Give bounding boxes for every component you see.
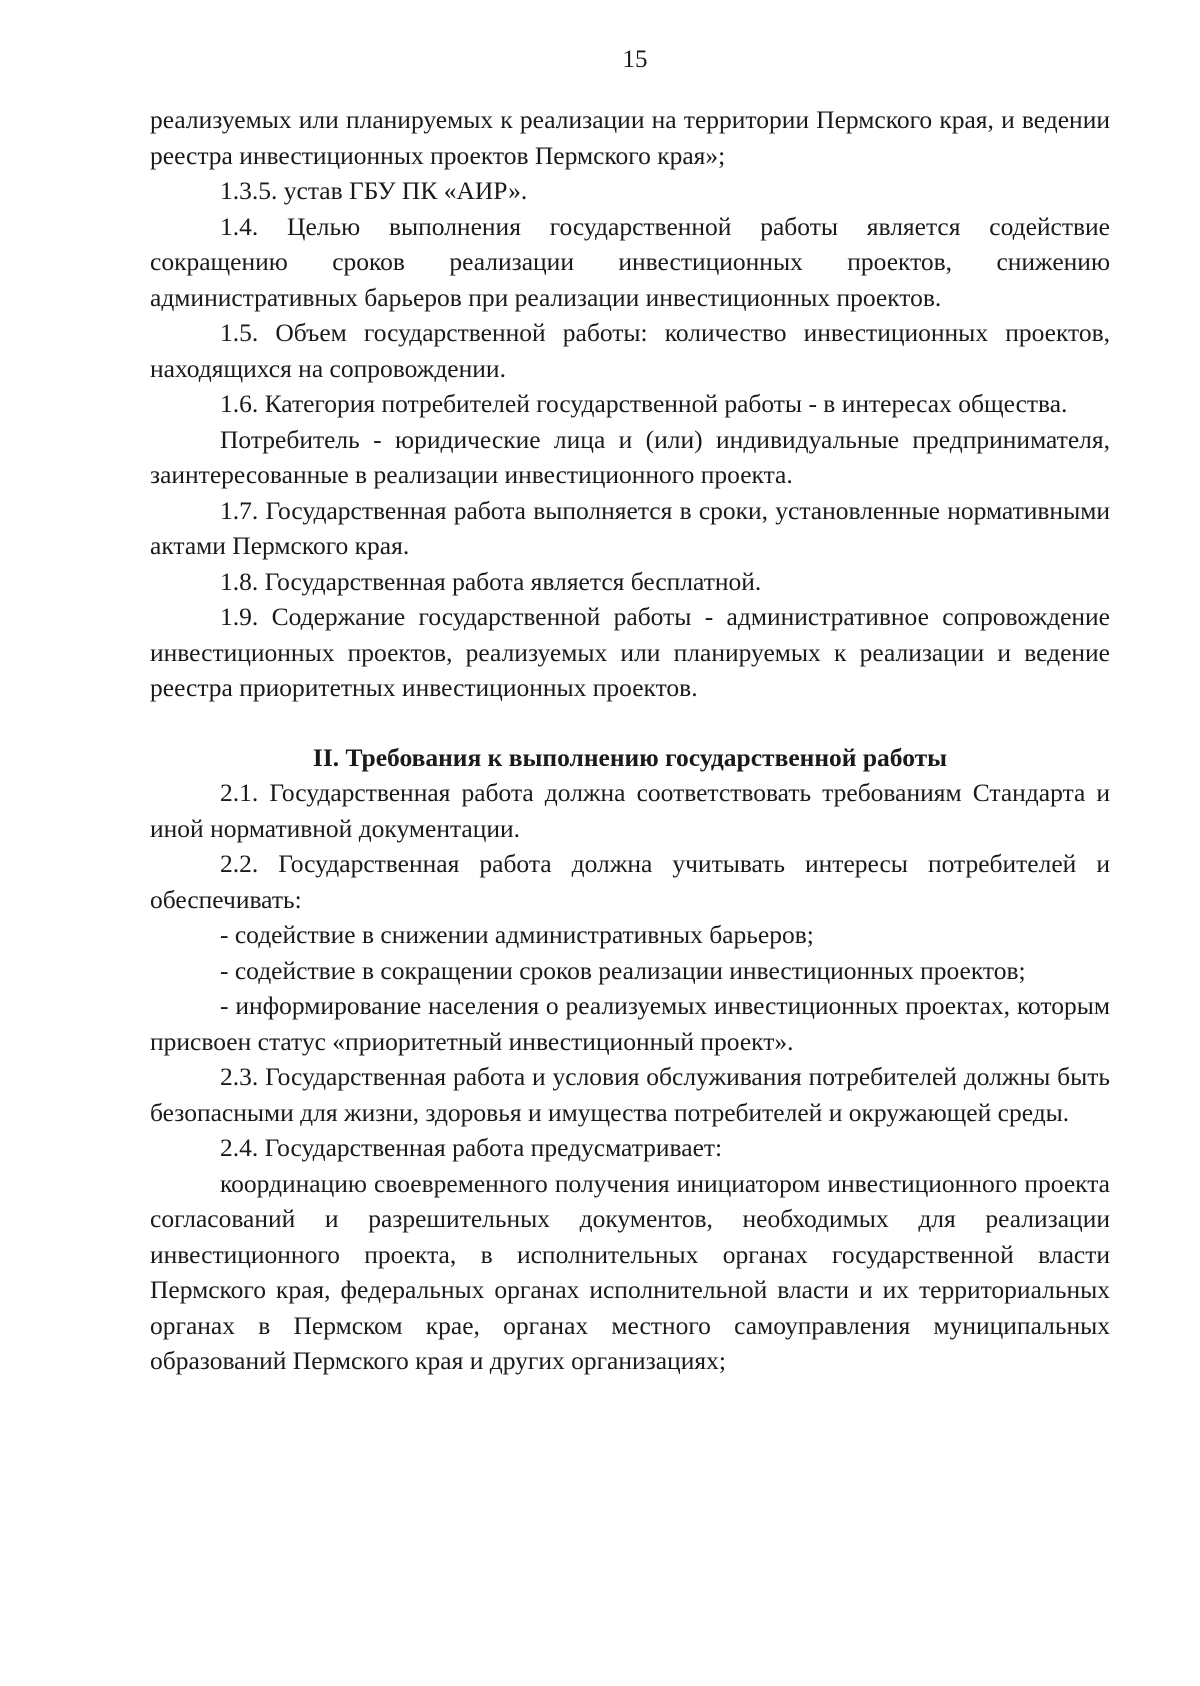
paragraph-1-9: 1.9. Содержание государственной работы - административное сопровождение инвестиционных проектов, реализуемых или планируемых к реализации и ведение реестра приоритетных инвестиционных проектов.	[150, 602, 1110, 702]
paragraph-1-6: 1.6. Категория потребителей государственной работы - в интересах общества.	[220, 389, 1068, 418]
paragraph-coordination: координацию своевременного получения инициатором инвестиционного проекта согласований и разрешительных документов, необходимых для реализации инвестиционного проекта, в исполнительных органах государственной власти Пермского края, федеральных органах исполнительной власти и их территориальных органах в Пермском крае, органах местного самоуправления муниципальных образований Пермского края и других организациях;	[150, 1168, 1110, 1375]
paragraph-consumer: Потребитель - юридические лица и (или) индивидуальные предпринимателя, заинтересованные в реализации инвестиционного проекта.	[150, 424, 1110, 489]
list-item: - содействие в сокращении сроков реализации инвестиционных проектов;	[220, 955, 1026, 985]
document-page	[150, 0, 1120, 1686]
list-item: - содействие в снижении административных барьеров;	[220, 920, 814, 949]
paragraph-1-4: 1.4. Целью выполнения государственной работы является содействие сокращению сроков реализации инвестиционных проектов, снижению административных барьеров при реализации инвестиционных проектов.	[150, 211, 1110, 312]
paragraph-1-7: 1.7. Государственная работа выполняется в сроки, установленные нормативными актами Пермского края.	[150, 495, 1110, 560]
paragraph-continuation: реализуемых или планируемых к реализации на территории Пермского края, и ведении реестра инвестиционных проектов Пермского края»;	[150, 105, 1110, 170]
page-number: 15	[622, 46, 648, 73]
paragraph-2-3: 2.3. Государственная работа и условия обслуживания потребителей должны быть безопасными для жизни, здоровья и имущества потребителей и окружающей среды.	[150, 1062, 1110, 1127]
paragraph-1-8: 1.8. Государственная работа является бесплатной.	[220, 566, 762, 596]
list-item: - информирование населения о реализуемых инвестиционных проектах, которым присвоен статус «приоритетный инвестиционный проект».	[150, 991, 1110, 1056]
section-heading: II. Требования к выполнению государственной работы	[312, 742, 948, 772]
paragraph-2-4: 2.4. Государственная работа предусматривает:	[220, 1133, 723, 1162]
document-body	[150, 102, 1110, 1379]
paragraph-2-1: 2.1. Государственная работа должна соответствовать требованиям Стандарта и иной нормативной документации.	[150, 778, 1110, 843]
paragraph-2-2: 2.2. Государственная работа должна учитывать интересы потребителей и обеспечивать:	[150, 849, 1110, 914]
paragraph-1-5: 1.5. Объем государственной работы: количество инвестиционных проектов, находящихся на сопровождении.	[150, 318, 1110, 383]
paragraph-1-3-5: 1.3.5. устав ГБУ ПК «АИР».	[220, 176, 528, 205]
